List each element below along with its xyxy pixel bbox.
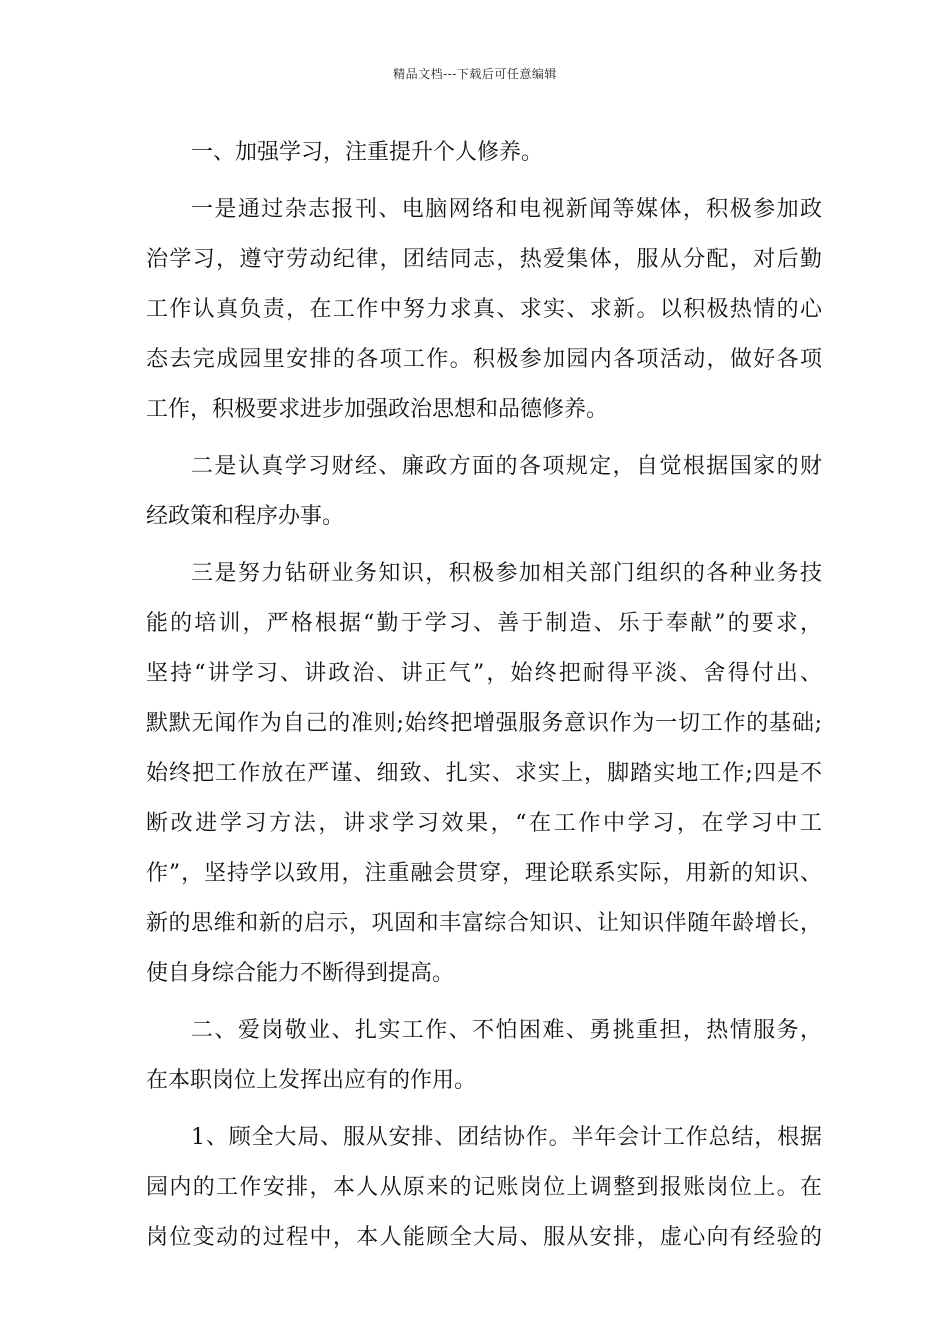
paragraph-line: 默默无闻作为自己的准则;始终把增强服务意识作为一切工作的基础; xyxy=(146,711,822,736)
paragraph-line: 在本职岗位上发挥出应有的作用。 xyxy=(146,1068,477,1093)
paragraph-line: 断改进学习方法，讲求学习效果，“在工作中学习，在学习中工 xyxy=(146,811,822,836)
paragraph-line: 新的思维和新的启示，巩固和丰富综合知识、让知识伴随年龄增长， xyxy=(146,911,822,936)
paragraph-line: 1、顾全大局、服从安排、团结协作。半年会计工作总结，根据 xyxy=(191,1125,822,1150)
paragraph-line: 二、爱岗敬业、扎实工作、不怕困难、勇挑重担，热情服务， xyxy=(191,1018,822,1043)
document-body xyxy=(146,128,822,1263)
paragraph-line: 岗位变动的过程中，本人能顾全大局、服从安排，虚心向有经验的 xyxy=(146,1225,822,1250)
paragraph-line: 经政策和程序办事。 xyxy=(146,504,345,529)
paragraph-line: 一、加强学习，注重提升个人修养。 xyxy=(191,140,544,165)
paragraph-line: 治学习，遵守劳动纪律，团结同志，热爱集体，服从分配，对后勤 xyxy=(146,247,822,272)
paragraph-line: 一是通过杂志报刊、电脑网络和电视新闻等媒体，积极参加政 xyxy=(191,197,822,222)
paragraph-line: 三是努力钻研业务知识，积极参加相关部门组织的各种业务技 xyxy=(191,561,822,586)
paragraph-line: 使自身综合能力不断得到提高。 xyxy=(146,961,455,986)
paragraph-line: 作”，坚持学以致用，注重融会贯穿，理论联系实际，用新的知识、 xyxy=(146,861,822,886)
paragraph-line: 始终把工作放在严谨、细致、扎实、求实上，脚踏实地工作;四是不 xyxy=(146,761,822,786)
page-header: 精品文档---下载后可任意编辑 xyxy=(393,67,557,81)
paragraph-line: 坚持“讲学习、讲政治、讲正气”，始终把耐得平淡、舍得付出、 xyxy=(146,661,822,686)
paragraph-line: 能的培训，严格根据“勤于学习、善于制造、乐于奉献”的要求， xyxy=(146,611,822,636)
paragraph-line: 工作，积极要求进步加强政治思想和品德修养。 xyxy=(146,397,609,422)
paragraph-line: 二是认真学习财经、廉政方面的各项规定，自觉根据国家的财 xyxy=(191,454,822,479)
paragraph-line: 工作认真负责，在工作中努力求真、求实、求新。以积极热情的心 xyxy=(146,297,822,322)
paragraph-line: 态去完成园里安排的各项工作。积极参加园内各项活动，做好各项 xyxy=(146,347,822,372)
paragraph-line: 园内的工作安排，本人从原来的记账岗位上调整到报账岗位上。在 xyxy=(146,1175,822,1200)
